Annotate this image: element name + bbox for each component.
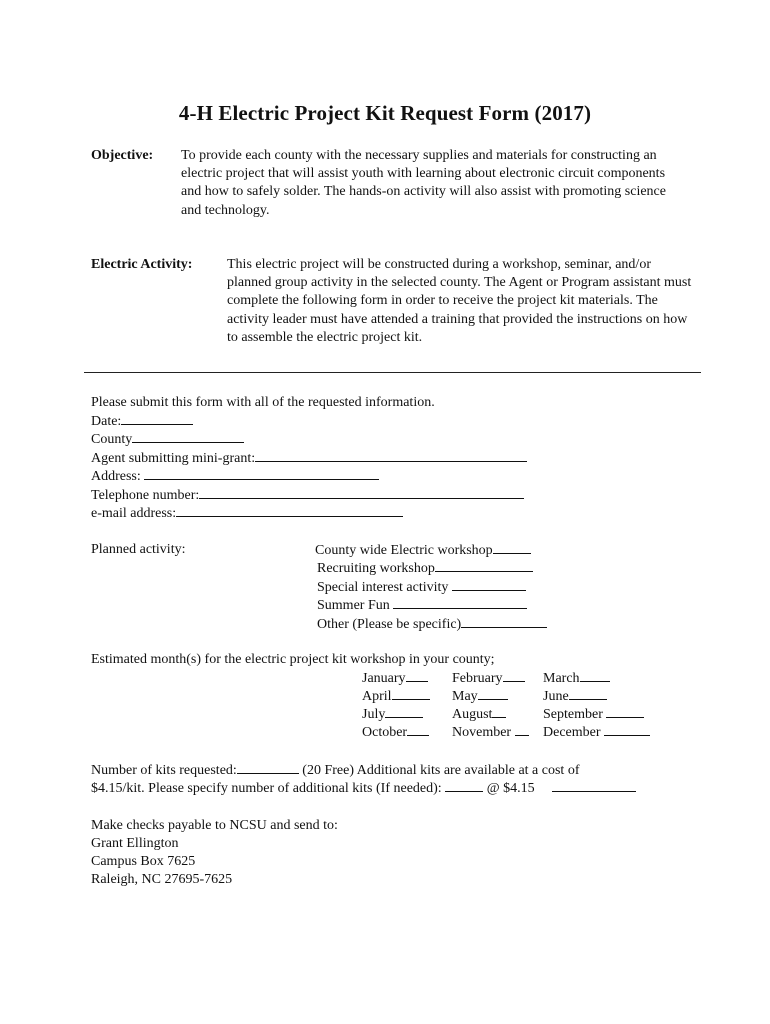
month-option[interactable] [452, 687, 529, 705]
months-column-3 [543, 669, 650, 741]
county-label: County [91, 432, 133, 447]
kits-line-1 [91, 761, 579, 780]
month-label: October [362, 725, 408, 740]
planned-option[interactable] [317, 559, 533, 578]
mail-instructions [91, 817, 338, 889]
objective-text: To provide each county with the necessary supplies and materials for constructing an electric project that will assist youth with learning about electronic circuit components and how to safely solder. The hands-on activity will also assist with promoting science and technology. [181, 148, 666, 218]
planned-option-label: Special interest activity [317, 580, 449, 595]
additional-kits-total-blank[interactable] [552, 779, 636, 792]
email-label: e-mail address: [91, 506, 177, 521]
month-option[interactable] [543, 723, 650, 741]
date-blank[interactable] [121, 412, 193, 425]
planned-activity-label: Planned activity: [91, 542, 186, 557]
planned-option-label: Recruiting workshop [317, 561, 435, 576]
month-option[interactable] [362, 669, 430, 687]
planned-option-blank[interactable] [393, 596, 527, 609]
planned-option[interactable] [315, 541, 531, 560]
email-blank[interactable] [176, 504, 403, 517]
planned-option-label: Summer Fun [317, 598, 390, 613]
page-title: 4-H Electric Project Kit Request Form (2017) [178, 101, 592, 125]
month-option[interactable] [452, 723, 529, 741]
form-intro: Please submit this form with all of the requested information. [91, 395, 435, 410]
objective-label: Objective: [91, 148, 154, 163]
month-blank[interactable] [478, 687, 508, 700]
agent-blank[interactable] [255, 449, 527, 462]
month-label: July [362, 707, 386, 722]
month-option[interactable] [362, 705, 430, 723]
month-blank[interactable] [407, 723, 429, 736]
planned-option-blank[interactable] [461, 615, 547, 628]
telephone-label: Telephone number: [91, 488, 200, 503]
month-label: December [543, 725, 601, 740]
month-blank[interactable] [604, 723, 650, 736]
planned-option-blank[interactable] [435, 559, 533, 572]
planned-option-label: County wide Electric workshop [315, 543, 493, 558]
electric-activity-label: Electric Activity: [91, 257, 193, 272]
section-divider [84, 372, 701, 373]
additional-kits-label: $4.15/kit. Please specify number of additional kits (If needed): [91, 781, 442, 796]
month-blank[interactable] [580, 669, 610, 682]
month-blank[interactable] [515, 723, 529, 736]
date-field[interactable] [91, 412, 193, 431]
month-blank[interactable] [392, 687, 430, 700]
month-option[interactable] [543, 705, 650, 723]
months-column-1 [362, 669, 430, 741]
months-column-2 [452, 669, 529, 741]
month-label: May [452, 689, 478, 704]
planned-option[interactable] [317, 596, 527, 615]
kits-requested-blank[interactable] [237, 761, 299, 774]
telephone-field[interactable] [91, 486, 524, 505]
address-label: Address: [91, 469, 141, 484]
month-option[interactable] [452, 705, 529, 723]
county-field[interactable] [91, 430, 244, 449]
kits-free-note: (20 Free) Additional kits are available at a cost of [302, 763, 580, 778]
electric-activity-text: This electric project will be constructed during a workshop, seminar, and/or planned group activity in the selected county. The Agent or Program assistant must complete the following form in order to receive the project kit materials. The activity leader must have attended a training that provided the instructions on how to assemble the electric project kit. [227, 257, 692, 345]
month-label: August [452, 707, 493, 722]
month-blank[interactable] [385, 705, 423, 718]
month-blank[interactable] [492, 705, 506, 718]
mail-line: Grant Ellington [91, 836, 179, 851]
planned-option-blank[interactable] [493, 541, 531, 554]
additional-kits-blank[interactable] [445, 779, 483, 792]
month-option[interactable] [362, 687, 430, 705]
month-blank[interactable] [606, 705, 644, 718]
month-option[interactable] [452, 669, 529, 687]
agent-field[interactable] [91, 449, 527, 468]
mail-line: Make checks payable to NCSU and send to: [91, 818, 338, 833]
planned-option-label: Other (Please be specific) [317, 617, 462, 632]
date-label: Date: [91, 414, 122, 429]
month-blank[interactable] [569, 687, 607, 700]
month-option[interactable] [543, 669, 650, 687]
mail-line: Raleigh, NC 27695-7625 [91, 872, 233, 887]
county-blank[interactable] [132, 430, 244, 443]
kits-requested-label: Number of kits requested: [91, 763, 237, 778]
mail-line: Campus Box 7625 [91, 854, 196, 869]
address-blank[interactable] [144, 467, 379, 480]
month-label: February [452, 671, 503, 686]
month-label: March [543, 671, 580, 686]
planned-option-blank[interactable] [452, 578, 526, 591]
months-intro: Estimated month(s) for the electric project kit workshop in your county; [91, 652, 495, 667]
kits-line-2 [91, 779, 636, 798]
kit-price: @ $4.15 [486, 781, 535, 796]
month-blank[interactable] [503, 669, 525, 682]
address-field[interactable] [91, 467, 379, 486]
month-label: January [362, 671, 406, 686]
telephone-blank[interactable] [199, 486, 524, 499]
month-label: April [362, 689, 392, 704]
agent-label: Agent submitting mini-grant: [91, 451, 256, 466]
planned-option[interactable] [317, 578, 526, 597]
month-label: June [543, 689, 569, 704]
month-option[interactable] [543, 687, 650, 705]
month-option[interactable] [362, 723, 430, 741]
month-blank[interactable] [406, 669, 428, 682]
month-label: September [543, 707, 603, 722]
planned-option[interactable] [317, 615, 547, 634]
email-field[interactable] [91, 504, 403, 523]
month-label: November [452, 725, 512, 740]
